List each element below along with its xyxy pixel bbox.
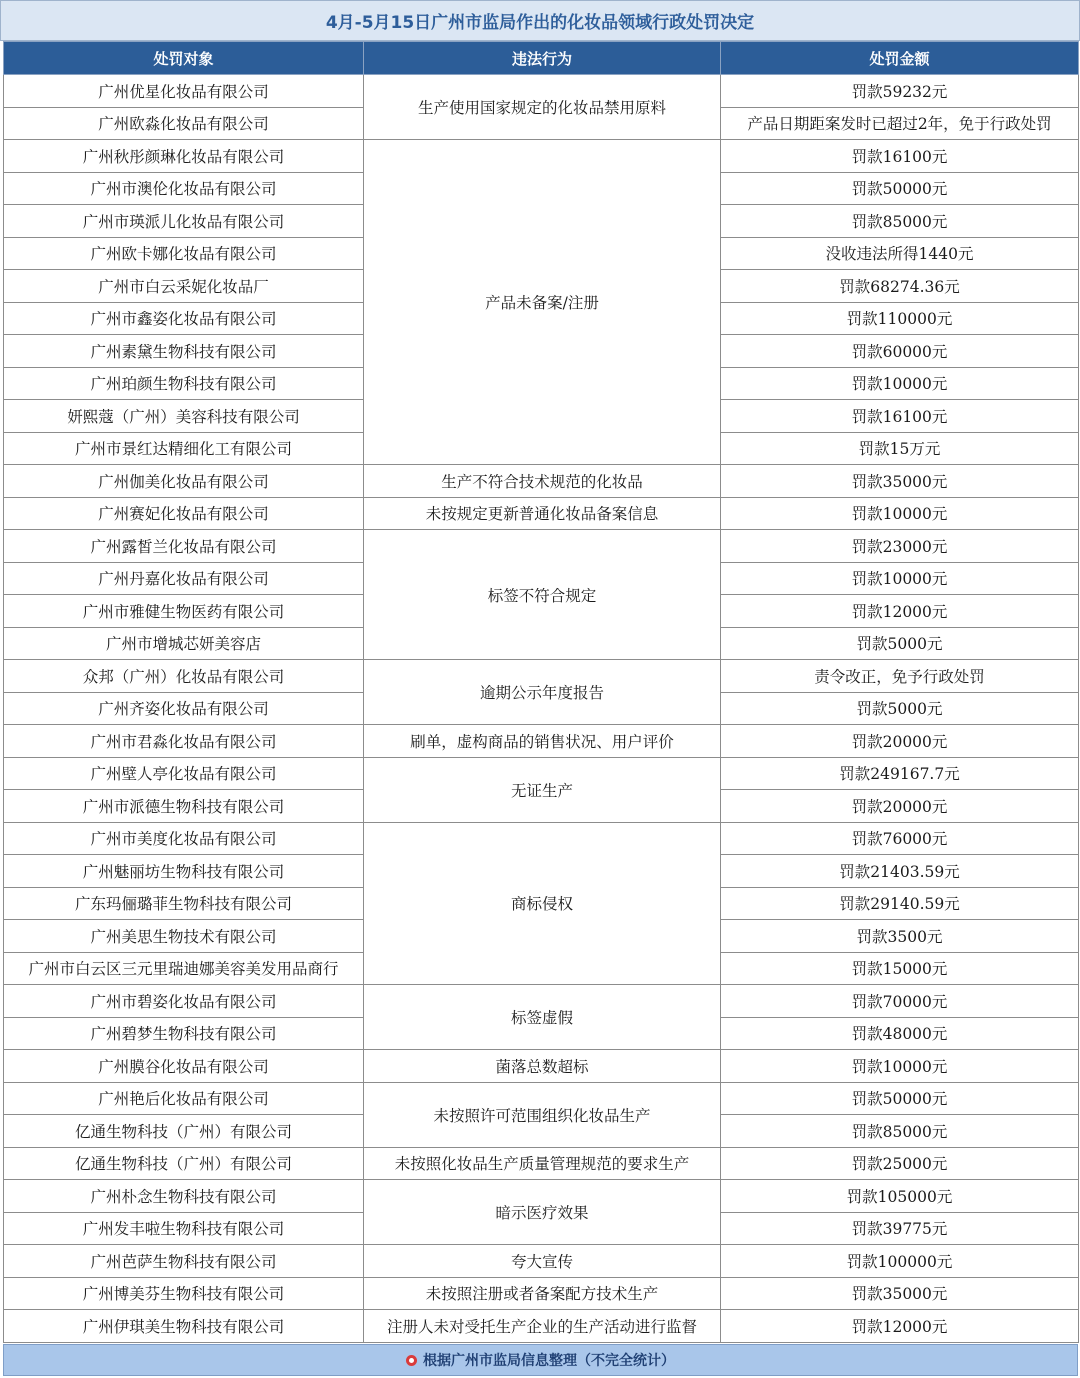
amount-cell: 罚款20000元 xyxy=(721,725,1079,758)
company-cell: 广州壁人亭化妆品有限公司 xyxy=(4,757,364,790)
amount-cell: 没收违法所得1440元 xyxy=(721,237,1079,270)
amount-cell: 罚款110000元 xyxy=(721,302,1079,335)
company-cell: 亿通生物科技（广州）有限公司 xyxy=(4,1147,364,1180)
amount-cell: 罚款10000元 xyxy=(721,367,1079,400)
company-cell: 广州芭萨生物科技有限公司 xyxy=(4,1245,364,1278)
table-row xyxy=(4,1082,1079,1115)
table-row xyxy=(4,1180,1079,1213)
amount-cell: 罚款60000元 xyxy=(721,335,1079,368)
table-row xyxy=(4,1310,1079,1343)
table-row xyxy=(4,1277,1079,1310)
company-cell: 广州朴念生物科技有限公司 xyxy=(4,1180,364,1213)
amount-cell: 罚款15000元 xyxy=(721,952,1079,985)
table-row xyxy=(4,1050,1079,1083)
footer-text: 根据广州市监局信息整理（不完全统计） xyxy=(423,1353,675,1369)
violation-cell: 标签虚假 xyxy=(364,985,721,1050)
violation-cell: 夸大宣传 xyxy=(364,1245,721,1278)
company-cell: 广州欧淼化妆品有限公司 xyxy=(4,107,364,140)
amount-cell: 罚款12000元 xyxy=(721,595,1079,628)
amount-cell: 罚款3500元 xyxy=(721,920,1079,953)
table-row xyxy=(4,725,1079,758)
table-row xyxy=(4,497,1079,530)
amount-cell: 罚款35000元 xyxy=(721,465,1079,498)
company-cell: 妍熙蔻（广州）美容科技有限公司 xyxy=(4,400,364,433)
table-row xyxy=(4,1147,1079,1180)
amount-cell: 罚款20000元 xyxy=(721,790,1079,823)
table-row xyxy=(4,530,1079,563)
logo-icon xyxy=(406,1355,417,1366)
amount-cell: 罚款25000元 xyxy=(721,1147,1079,1180)
amount-cell: 罚款50000元 xyxy=(721,172,1079,205)
company-cell: 广州丹嘉化妆品有限公司 xyxy=(4,562,364,595)
penalty-table xyxy=(3,41,1079,1343)
company-cell: 广州露皙兰化妆品有限公司 xyxy=(4,530,364,563)
violation-cell: 未按规定更新普通化妆品备案信息 xyxy=(364,497,721,530)
amount-cell: 罚款249167.7元 xyxy=(721,757,1079,790)
company-cell: 广州市白云区三元里瑞迪娜美容美发用品商行 xyxy=(4,952,364,985)
company-cell: 广州欧卡娜化妆品有限公司 xyxy=(4,237,364,270)
company-cell: 亿通生物科技（广州）有限公司 xyxy=(4,1115,364,1148)
page-title: 4月-5月15日广州市监局作出的化妆品领域行政处罚决定 xyxy=(0,0,1080,41)
company-cell: 广州市白云采妮化妆品厂 xyxy=(4,270,364,303)
company-cell: 广州市派德生物科技有限公司 xyxy=(4,790,364,823)
company-cell: 广州赛妃化妆品有限公司 xyxy=(4,497,364,530)
company-cell: 广州市瑛派儿化妆品有限公司 xyxy=(4,205,364,238)
company-cell: 广州市增城芯妍美容店 xyxy=(4,627,364,660)
amount-cell: 罚款85000元 xyxy=(721,1115,1079,1148)
company-cell: 广州素黛生物科技有限公司 xyxy=(4,335,364,368)
amount-cell: 罚款68274.36元 xyxy=(721,270,1079,303)
amount-cell: 罚款85000元 xyxy=(721,205,1079,238)
violation-cell: 暗示医疗效果 xyxy=(364,1180,721,1245)
amount-cell: 罚款16100元 xyxy=(721,140,1079,173)
table-row xyxy=(4,1245,1079,1278)
company-cell: 广州市美度化妆品有限公司 xyxy=(4,822,364,855)
amount-cell: 责令改正，免予行政处罚 xyxy=(721,660,1079,693)
company-cell: 广州艳后化妆品有限公司 xyxy=(4,1082,364,1115)
amount-cell: 罚款16100元 xyxy=(721,400,1079,433)
company-cell: 广州市碧姿化妆品有限公司 xyxy=(4,985,364,1018)
column-header-amount: 处罚金额 xyxy=(721,42,1079,75)
violation-cell: 菌落总数超标 xyxy=(364,1050,721,1083)
amount-cell: 罚款23000元 xyxy=(721,530,1079,563)
company-cell: 广州魅丽坊生物科技有限公司 xyxy=(4,855,364,888)
amount-cell: 罚款48000元 xyxy=(721,1017,1079,1050)
company-cell: 广州市景红达精细化工有限公司 xyxy=(4,432,364,465)
amount-cell: 罚款5000元 xyxy=(721,692,1079,725)
table-body xyxy=(4,75,1079,1343)
table-row xyxy=(4,140,1079,173)
company-cell: 广州珀颜生物科技有限公司 xyxy=(4,367,364,400)
violation-cell: 商标侵权 xyxy=(364,822,721,985)
amount-cell: 罚款10000元 xyxy=(721,497,1079,530)
violation-cell: 生产不符合技术规范的化妆品 xyxy=(364,465,721,498)
company-cell: 广州优星化妆品有限公司 xyxy=(4,75,364,108)
company-cell: 广州博美芬生物科技有限公司 xyxy=(4,1277,364,1310)
amount-cell: 罚款39775元 xyxy=(721,1212,1079,1245)
amount-cell: 罚款12000元 xyxy=(721,1310,1079,1343)
company-cell: 广州市澳伦化妆品有限公司 xyxy=(4,172,364,205)
table-row xyxy=(4,985,1079,1018)
amount-cell: 罚款10000元 xyxy=(721,562,1079,595)
amount-cell: 罚款15万元 xyxy=(721,432,1079,465)
amount-cell: 罚款76000元 xyxy=(721,822,1079,855)
company-cell: 广州膜谷化妆品有限公司 xyxy=(4,1050,364,1083)
table-row xyxy=(4,822,1079,855)
amount-cell: 罚款29140.59元 xyxy=(721,887,1079,920)
footer-note xyxy=(3,1344,1078,1376)
company-cell: 众邦（广州）化妆品有限公司 xyxy=(4,660,364,693)
table-header-row xyxy=(4,42,1079,75)
amount-cell: 罚款100000元 xyxy=(721,1245,1079,1278)
company-cell: 广东玛俪璐菲生物科技有限公司 xyxy=(4,887,364,920)
column-header-violation: 违法行为 xyxy=(364,42,721,75)
company-cell: 广州伽美化妆品有限公司 xyxy=(4,465,364,498)
company-cell: 广州齐姿化妆品有限公司 xyxy=(4,692,364,725)
company-cell: 广州发丰啦生物科技有限公司 xyxy=(4,1212,364,1245)
violation-cell: 标签不符合规定 xyxy=(364,530,721,660)
violation-cell: 刷单，虚构商品的销售状况、用户评价 xyxy=(364,725,721,758)
amount-cell: 罚款5000元 xyxy=(721,627,1079,660)
amount-cell: 罚款21403.59元 xyxy=(721,855,1079,888)
column-header-target: 处罚对象 xyxy=(4,42,364,75)
amount-cell: 产品日期距案发时已超过2年，免于行政处罚 xyxy=(721,107,1079,140)
table-row xyxy=(4,660,1079,693)
violation-cell: 产品未备案/注册 xyxy=(364,140,721,465)
company-cell: 广州市雅健生物医药有限公司 xyxy=(4,595,364,628)
table-row xyxy=(4,75,1079,108)
violation-cell: 未按照化妆品生产质量管理规范的要求生产 xyxy=(364,1147,721,1180)
amount-cell: 罚款10000元 xyxy=(721,1050,1079,1083)
amount-cell: 罚款70000元 xyxy=(721,985,1079,1018)
table-row xyxy=(4,757,1079,790)
violation-cell: 未按照许可范围组织化妆品生产 xyxy=(364,1082,721,1147)
company-cell: 广州伊琪美生物科技有限公司 xyxy=(4,1310,364,1343)
company-cell: 广州秋彤颜琳化妆品有限公司 xyxy=(4,140,364,173)
company-cell: 广州市君淼化妆品有限公司 xyxy=(4,725,364,758)
amount-cell: 罚款105000元 xyxy=(721,1180,1079,1213)
violation-cell: 无证生产 xyxy=(364,757,721,822)
amount-cell: 罚款35000元 xyxy=(721,1277,1079,1310)
violation-cell: 注册人未对受托生产企业的生产活动进行监督 xyxy=(364,1310,721,1343)
company-cell: 广州市鑫姿化妆品有限公司 xyxy=(4,302,364,335)
amount-cell: 罚款50000元 xyxy=(721,1082,1079,1115)
amount-cell: 罚款59232元 xyxy=(721,75,1079,108)
violation-cell: 未按照注册或者备案配方技术生产 xyxy=(364,1277,721,1310)
violation-cell: 逾期公示年度报告 xyxy=(364,660,721,725)
company-cell: 广州碧梦生物科技有限公司 xyxy=(4,1017,364,1050)
table-row xyxy=(4,465,1079,498)
violation-cell: 生产使用国家规定的化妆品禁用原料 xyxy=(364,75,721,140)
company-cell: 广州美思生物技术有限公司 xyxy=(4,920,364,953)
